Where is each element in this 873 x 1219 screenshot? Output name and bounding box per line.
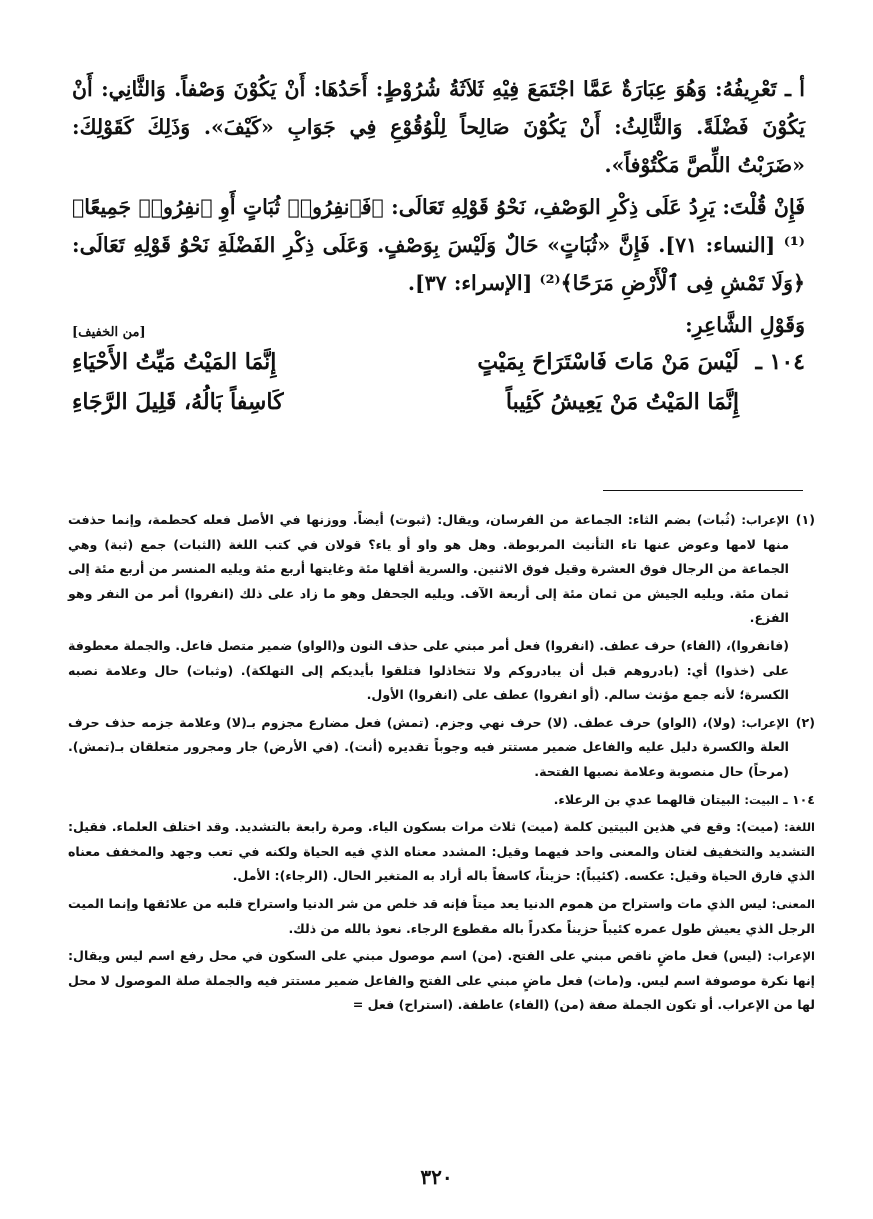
definition-paragraph: أ ـ تَعْرِيفُهُ: وَهُوَ عِبَارَةٌ عَمَّا اجْتَمَعَ فِيْهِ ثَلاَثَةُ شُرُوْطٍ: أَحَدُهَا: أَنْ يَكُوْنَ وَصْفاً. وَالثَّانِي: أَنْ يَكُوْنَ فَضْلَةً. وَالثَّالِثُ: أَنْ يَكُوْنَ صَالِحاً لِلْوُقُوْعِ فِي جَوَابِ «كَيْفَ». وَذَلِكَ كَقَوْلِكَ: «ضَرَبْتُ اللِّصَّ مَكْتُوْفاً». (72, 77, 805, 177)
footnote-2 (68, 711, 815, 785)
verse-line-1 (72, 342, 805, 382)
objection-paragraph: فَإِنْ قُلْتَ: يَرِدُ عَلَى ذِكْرِ الوَصْفِ، نَحْوُ قَوْلِهِ تَعَالَى: ﴿فَٱنفِرُوا۟ ثُبَاتٍ أَوِ ٱنفِرُوا۟ جَمِيعًا﴾⁽¹⁾ [النساء: ٧١]. فَإِنَّ «ثُبَاتٍ» حَالٌ وَلَيْسَ بِوَصْفٍ. وَعَلَى ذِكْرِ الفَضْلَةِ نَحْوُ قَوْلِهِ تَعَالَى: ﴿وَلَا تَمْشِ فِى ٱلْأَرْضِ مَرَحًا﴾⁽²⁾ [الإسراء: ٣٧]. (72, 195, 806, 295)
footnote-content: (ميت): وقع في هذين البيتين كلمة (ميت) ثلاث مرات بسكون الياء. ومرة رابعة بالتشديد. وقد اختلف العلماء. فقيل: التشديد والتخفيف لغتان والمعنى واحد فيهما وقيل: المشدد معناه الذي فيه الحياة ولكنه في تعب وجهد والمخفف معناه الذي فارق الحياة وقيل: عكسه. (كئيباً): حزيناً، كاسفاً باله أراد به المتغير الحال. (الرجاء): الأمل. (68, 819, 815, 884)
footnote-separator (603, 490, 803, 491)
footnote-label: الإعراب: (767, 949, 815, 964)
lugha-note (68, 815, 815, 889)
footnote-parse: (فانفروا)، (الفاء) حرف عطف. (انفروا) فعل أمر مبني على حذف النون و(الواو) ضمير متصل فاعل. والجملة معطوفة على (خذوا) أي: (بادروهم قبل أن يبادروكم ولا تتخاذلوا فتلقوا بأيديكم إلى التهلكة). (وثبات) حال وعلامة نصبه الكسرة؛ لأنه جمع مؤنث سالم. (أو انفروا) عطف على (انفروا) الأول. (68, 637, 789, 703)
footnote-number: (٢) (795, 714, 815, 730)
verse-number: ١٠٤ ـ (755, 349, 805, 375)
verse-hemistich: إِنَّمَا المَيْتُ مَنْ يَعِيشُ كَئِيباً (505, 389, 739, 415)
verse-hemistich: لَيْسَ مَنْ مَاتَ فَاسْتَرَاحَ بِمَيْتٍ (477, 349, 739, 375)
footnote-label: الإعراب: (741, 513, 789, 527)
page-number: ٣٢٠ (420, 1165, 453, 1189)
verse-hemistich: إِنَّمَا المَيْتُ مَيِّتُ الأَحْيَاءِ (72, 349, 277, 375)
footnote-label: الإعراب: (741, 715, 789, 730)
maana-note (68, 892, 815, 941)
main-text (72, 70, 805, 422)
footnote-text (68, 711, 789, 785)
footnotes (68, 508, 815, 1018)
footnote-content: ليس الذي مات واستراح من هموم الدنيا يعد ميتاً فإنه قد خلص من شر الدنيا واستراح قلبه من علائقها وإنما الميت الرجل الذي يعيش طول عمره كئيباً حزيناً مكدراً باله مقطوع الرجاء. نعوذ بالله من ذلك. (68, 895, 815, 936)
footnote-label: البيت: (744, 792, 779, 807)
footnote-content: (ثُبات) بضم الثاء: الجماعة من الفرسان، ويقال: (ثبوت) أيضاً. ووزنها في الأصل فعله كحطمة، وإنما حذفت منها لامها وعوض عنها تاء التأنيث المربوطة. وهل هو واو أو ياء؟ قولان في كتب اللغة (الثبات) جمع (ثبة) وهي الجماعة من الرجال فوق العشرة وقيل فوق الاثنين. والسرية أقلها مئة وغايتها أربع مئة ويليه المنسر من أربع مئة إلى ثمان مئة. ويليه الجيش من ثمان مئة إلى أربعة الآف. ويليه الجحفل وهو ما زاد على ذلك (انفروا) أمر من النفر وهو الفزع. (68, 512, 789, 626)
footnote-label: المعنى: (771, 896, 815, 911)
footnote-text (68, 508, 789, 631)
verse-hemistich: كَاسِفاً بَالُهُ، قَلِيلَ الرَّجَاءِ (72, 389, 284, 415)
poet-intro: وَقَوْلِ الشَّاعِرِ: (685, 313, 805, 337)
poet-intro-line (72, 308, 805, 342)
footnote-1 (68, 508, 815, 708)
footnote-content: البيتان قالهما عدي بن الرعلاء. (553, 791, 741, 807)
irab-note (68, 944, 815, 1018)
verse-number-spacer (745, 382, 805, 422)
footnote-content: (ليس) فعل ماضٍ ناقص مبني على الفتح. (من) اسم موصول مبني على السكون في محل رفع اسم ليس ويقال: إنها نكرة موصوفة اسم ليس. و(مات) فعل ماضٍ مبني على الفتح والفاعل ضمير مستتر فيه والجملة صلة الموصول لا محل لها من الإعراب. أو تكون الجملة صفة (من) (الفاء) عاطفة. (استراح) فعل = (68, 948, 815, 1013)
footnote-label: اللغة: (783, 820, 815, 835)
verse-line-2 (72, 382, 805, 422)
verse-source (68, 788, 815, 813)
footnote-body (68, 711, 789, 785)
footnote-number: (١) (795, 512, 815, 527)
footnote-body (68, 508, 789, 708)
footnote-content: (ولا)، (الواو) حرف عطف. (لا) حرف نهي وجزم. (تمش) فعل مضارع مجزوم بـ(لا) وعلامة جزمه حذف حرف العلة والكسرة دليل عليه والفاعل ضمير مستتر فيه وجوباً تقديره (أنت). (في الأرض) جار ومجرور متعلقان بـ(تمش). (مرحاً) حال منصوبة وعلامة نصبها الفتحة. (68, 714, 789, 779)
meter-label: [من الخفيف] (72, 325, 146, 340)
footnote-number: ١٠٤ ـ (783, 791, 815, 807)
verse-footnote (68, 788, 815, 1018)
